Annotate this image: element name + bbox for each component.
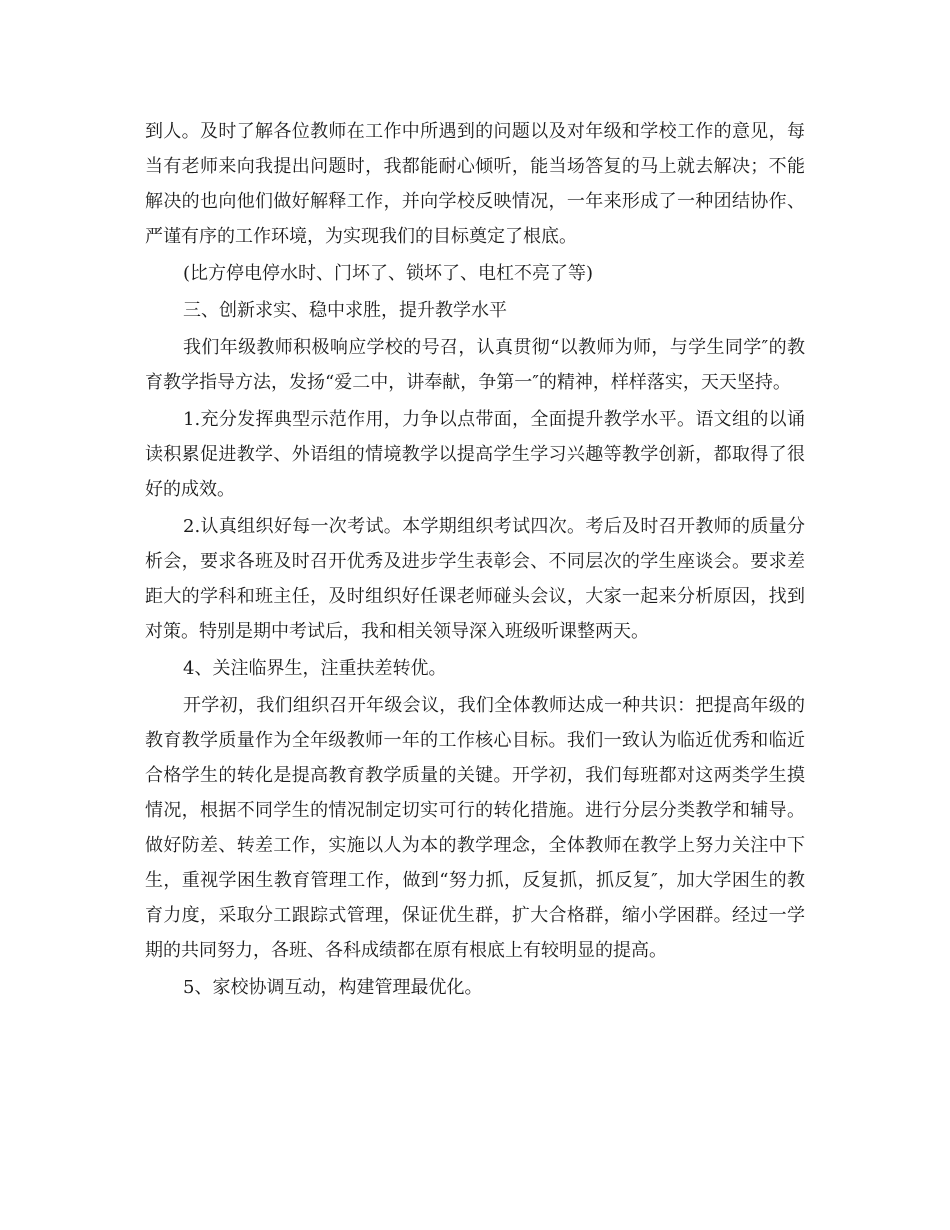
subheading-7: 4、关注临界生，注重扶差转优。 — [183, 658, 447, 679]
paragraph-6: 2.认真组织好每一次考试。本学期组织考试四次。考后及时召开教师的质量分析会，要求各班及时召开优秀及进步学生表彰会、不同层次的学生座谈会。要求差距大的学科和班主任，及时组织好任课老师碰头会议，大家一起来分析原因，找到对策。特别是期中考试后，我和相关领导深入班级听课整两天。 — [145, 516, 805, 642]
paragraph-4: 我们年级教师积极响应学校的号召，认真贯彻“以教师为师，与学生同学″的教育教学指导方法，发扬“爱二中，讲奉献，争第一″的精神，样样落实，天天坚持。 — [145, 337, 805, 393]
paragraph-8: 开学初，我们组织召开年级会议，我们全体教师达成一种共识：把提高年级的教育教学质量作为全年级教师一年的工作核心目标。我们一致认为临近优秀和临近合格学生的转化是提高教育教学质量的关键。开学初，我们每班都对这两类学生摸情况，根据不同学生的情况制定切实可行的转化措施。进行分层分类教学和辅导。做好防差、转差工作，实施以人为本的教学理念，全体教师在教学上努力关注中下生，重视学困生教育管理工作，做到“努力抓，反复抓，抓反复″，加大学困生的教育力度，采取分工跟踪式管理，保证优生群，扩大合格群，缩小学困群。经过一学期的共同努力，各班、各科成绩都在原有根底上有较明显的提高。 — [145, 695, 805, 961]
document-body — [145, 114, 805, 1007]
paragraph-1: 到人。及时了解各位教师在工作中所遇到的问题以及对年级和学校工作的意见，每当有老师来向我提出问题时，我都能耐心倾听，能当场答复的马上就去解决；不能解决的也向他们做好解释工作，并向学校反映情况，一年来形成了一种团结协作、严谨有序的工作环境，为实现我们的目标奠定了根底。 — [145, 121, 805, 247]
subheading-9: 5、家校协调互动，构建管理最优化。 — [183, 977, 483, 998]
paragraph-2: (比方停电停水时、门坏了、锁坏了、电杠不亮了等) — [183, 263, 594, 284]
paragraph-5: 1.充分发挥典型示范作用，力争以点带面，全面提升教学水平。语文组的以诵读积累促进教学、外语组的情境教学以提高学生学习兴趣等教学创新，都取得了很好的成效。 — [145, 409, 805, 500]
section-heading-3: 三、创新求实、稳中求胜，提升教学水平 — [183, 300, 507, 321]
